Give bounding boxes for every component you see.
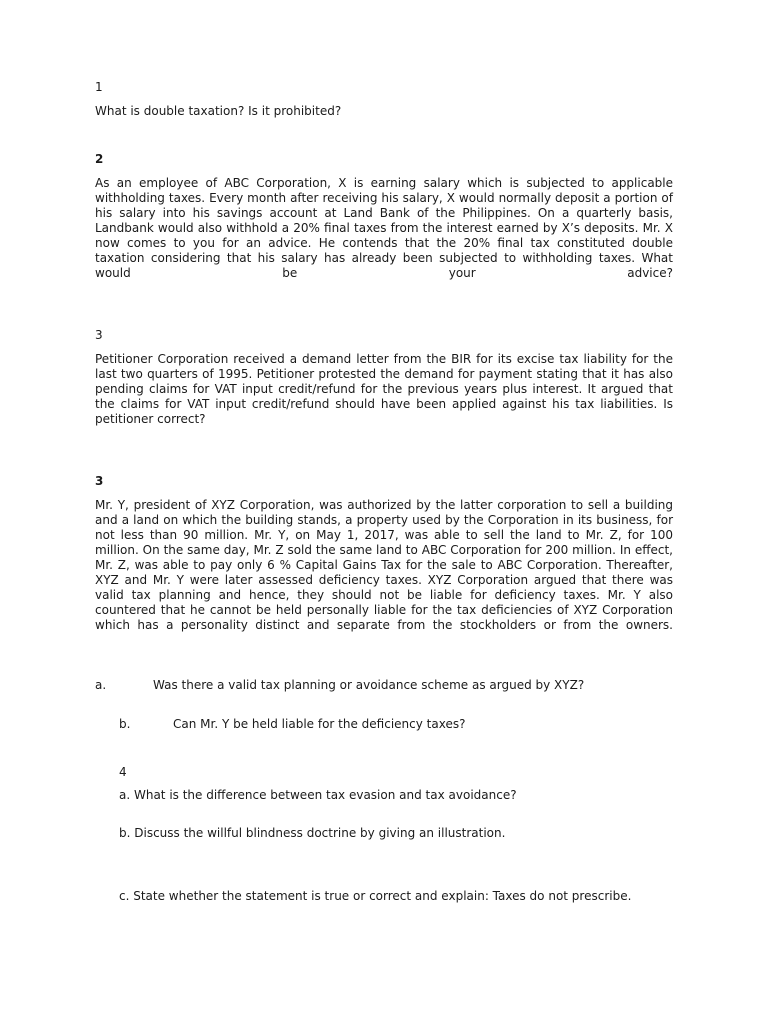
question-1-number: 1 bbox=[95, 80, 103, 94]
question-3b-text: Mr. Y, president of XYZ Corporation, was authorized by the latter corporation to sell a building and a land on which the building stands, a property used by the Corporation in its business, for not less than 90 million. Mr. Y, on May 1, 2017, was able to sell the land to Mr. Z, for 100 million. On the same day, Mr. Z sold the same land to ABC Corporation for 200 million. In effect, Mr. Z, was able to pay only 6 % Capital Gains Tax for the sale to ABC Corporation. Thereafter, XYZ and Mr. Y were later assessed deficiency taxes. XYZ Corporation argued that there was valid tax planning and hence, they should not be liable for deficiency taxes. Mr. Y also countered that he cannot be held personally liable for the tax deficiencies of XYZ Corporation which has a personality distinct and separate from the stockholders or from the owners. bbox=[95, 498, 673, 632]
question-2-text: As an employee of ABC Corporation, X is earning salary which is subjected to applicable withholding taxes. Every month after receiving his salary, X would normally deposit a portion of his salary into his savings account at Land Bank of the Philippines. On a quarterly basis, Landbank would also withhold a 20% final taxes from the interest earned by X’s deposits. Mr. X now comes to you for an advice. He contends that the 20% final tax constituted double taxation considering that his salary has already been subjected to withholding taxes. What would be your advice? bbox=[95, 176, 673, 280]
question-3b-item-a bbox=[95, 678, 584, 692]
question-4-item-c: c. State whether the statement is true or correct and explain: Taxes do not prescribe. bbox=[119, 889, 632, 903]
question-4-item-a: a. What is the difference between tax evasion and tax avoidance? bbox=[119, 788, 517, 802]
item-text: Can Mr. Y be held liable for the deficiency taxes? bbox=[173, 717, 466, 731]
question-3a-text: Petitioner Corporation received a demand letter from the BIR for its excise tax liability for the last two quarters of 1995. Petitioner protested the demand for payment stating that it has also pending claims for VAT input credit/refund for the previous years plus interest. It argued that the claims for VAT input credit/refund should have been applied against his tax liabilities. Is petitioner correct? bbox=[95, 352, 673, 426]
question-4-item-b: b. Discuss the willful blindness doctrine by giving an illustration. bbox=[119, 826, 506, 840]
item-label: b. bbox=[119, 717, 131, 731]
item-text: Was there a valid tax planning or avoidance scheme as argued by XYZ? bbox=[153, 678, 585, 692]
question-3a-number: 3 bbox=[95, 328, 103, 342]
question-1-text: What is double taxation? Is it prohibited? bbox=[95, 104, 342, 118]
question-4-number: 4 bbox=[119, 765, 127, 779]
item-label: a. bbox=[95, 678, 107, 692]
question-3b-number: 3 bbox=[95, 474, 104, 488]
question-2-number: 2 bbox=[95, 152, 104, 166]
question-3b-item-b bbox=[119, 717, 465, 731]
